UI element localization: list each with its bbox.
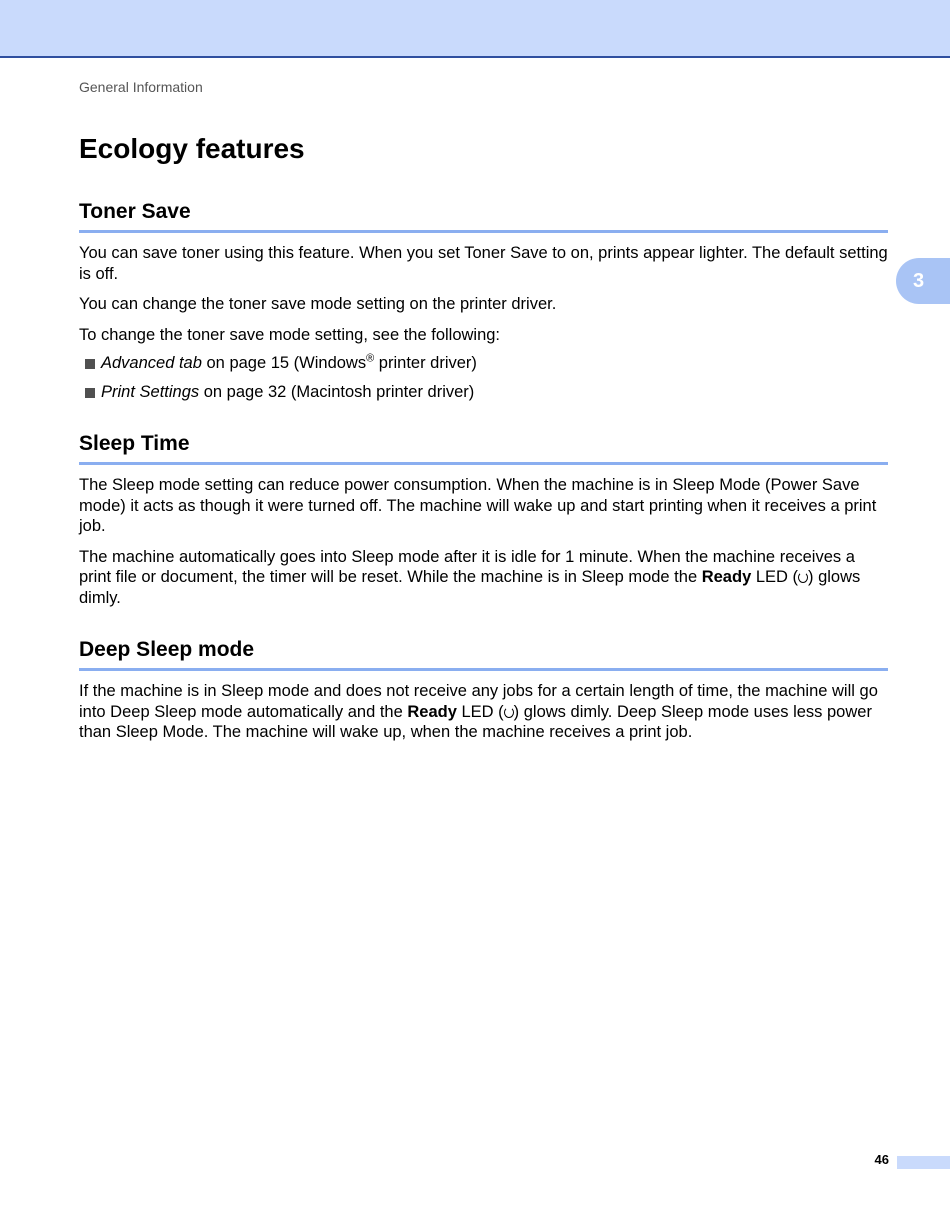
ready-led-icon <box>504 707 514 718</box>
chapter-tab[interactable]: 3 <box>896 258 950 304</box>
square-bullet-icon <box>85 388 95 398</box>
paragraph <box>79 547 888 609</box>
section-toner-save <box>79 198 888 402</box>
page-content <box>79 130 888 771</box>
ready-led-icon <box>798 572 808 583</box>
section-heading-sleep-time: Sleep Time <box>79 430 888 465</box>
paragraph-text: LED ( <box>751 568 799 586</box>
cross-reference-link[interactable]: Advanced tab <box>101 354 202 372</box>
paragraph: The Sleep mode setting can reduce power consumption. When the machine is in Sleep Mode (Power Save mode) it acts as though it were turned off. The machine will wake up and start printing when it receives a print job. <box>79 476 877 535</box>
square-bullet-icon <box>85 359 95 369</box>
page-title: Ecology features <box>79 133 305 164</box>
list-item-text: on page 15 (Windows <box>201 354 367 372</box>
paragraph: You can save toner using this feature. When you set Toner Save to on, prints appear lighter. The default setting is off. <box>79 244 888 283</box>
paragraph-text: If the machine is in Sleep mode and does not receive any jobs for a certain length of time, the machine will go into Deep Sleep mode automatically and the <box>79 682 878 721</box>
paragraph-text: ) glows dimly. Deep Sleep mode uses less power than Sleep Mode. The machine will wake up, when the machine receives a print job. <box>79 702 872 741</box>
list-item <box>79 382 888 403</box>
ready-label: Ready <box>701 568 752 586</box>
section-sleep-time <box>79 430 888 608</box>
cross-reference-link[interactable]: Print Settings <box>101 382 200 401</box>
list-item <box>79 353 888 374</box>
page-number: 46 <box>874 1152 889 1167</box>
page-number-bar <box>897 1156 950 1169</box>
section-heading-deep-sleep: Deep Sleep mode <box>79 636 888 671</box>
registered-mark: ® <box>366 352 375 365</box>
ready-label: Ready <box>407 702 457 721</box>
section-heading-toner-save: Toner Save <box>79 198 888 233</box>
paragraph: To change the toner save mode setting, see the following: <box>79 325 501 344</box>
section-deep-sleep <box>79 636 888 743</box>
list-item-text: printer driver) <box>374 354 477 372</box>
list-item-text: on page 32 (Macintosh printer driver) <box>199 382 475 401</box>
paragraph: You can change the toner save mode setting on the printer driver. <box>79 295 557 313</box>
reference-list <box>79 353 888 402</box>
paragraph-text: LED ( <box>456 702 504 721</box>
top-header-band <box>0 0 950 58</box>
paragraph <box>79 681 888 743</box>
paragraph-text: ) glows dimly. <box>79 568 861 607</box>
running-header: General Information <box>79 79 203 95</box>
paragraph-text: The machine automatically goes into Sleep mode after it is idle for 1 minute. When the machine receives a print file or document, the timer will be reset. While the machine is in Sleep mode the <box>79 547 855 586</box>
